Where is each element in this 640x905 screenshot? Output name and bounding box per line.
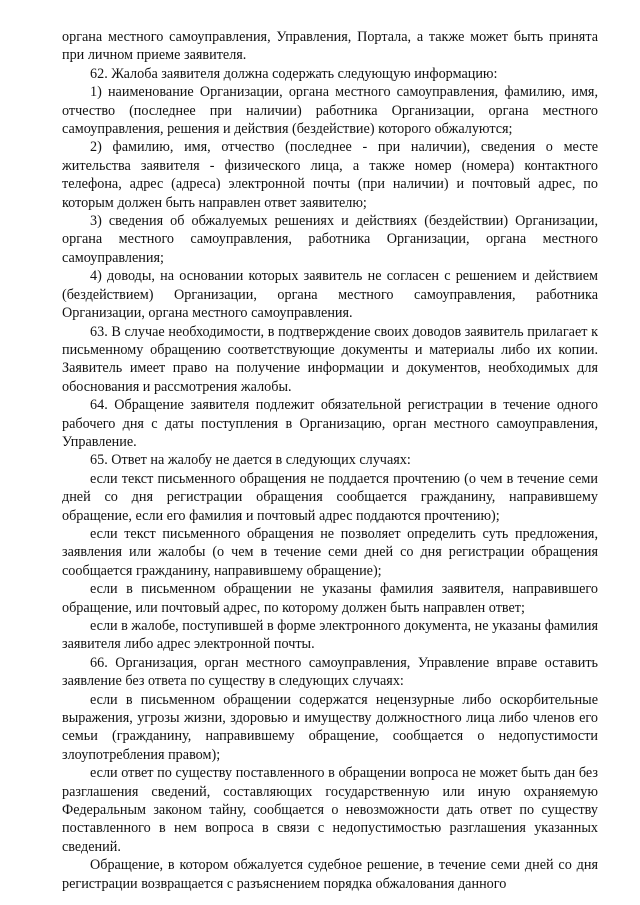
paragraph-65: 65. Ответ на жалобу не дается в следующих случаях:	[90, 452, 411, 469]
list-item-66-1: если в письменном обращении содержатся нецензурные либо оскорбительные выражения, угрозы жизни, здоровью и имуществу должностного лица либо членов его семьи (гражданину, направившему обращение, сообщается о недопустимости злоупотребления правом);	[62, 691, 598, 763]
paragraph-63: 63. В случае необходимости, в подтверждение своих доводов заявитель прилагает к письменному обращению соответствующие документы и материалы либо их копии. Заявитель имеет право на получение информации и документов, необходимых для обоснования и рассмотрения жалобы.	[62, 323, 598, 395]
list-item-65-4: если в жалобе, поступившей в форме электронного документа, не указаны фамилия заявителя либо адрес электронной почты.	[62, 618, 598, 653]
paragraph-64: 64. Обращение заявителя подлежит обязательной регистрации в течение одного рабочего дня с даты поступления в Организацию, орган местного самоуправления, Управление.	[62, 397, 598, 450]
paragraph-62: 62. Жалоба заявителя должна содержать следующую информацию:	[90, 65, 498, 82]
paragraph-66: 66. Организация, орган местного самоуправления, Управление вправе оставить заявление без ответа по существу в следующих случаях:	[62, 654, 598, 690]
list-item-66-2: если ответ по существу поставленного в обращении вопроса не может быть дан без разглашения сведений, составляющих государственную или иную охраняемую Федеральным законом тайну, сообщается о невозможности дать ответ по существу поставленного в нем вопроса в связи с недопустимостью разглашения указанных сведений.	[62, 765, 598, 855]
list-item-62-3: 3) сведения об обжалуемых решениях и действиях (бездействии) Организации, органа местного самоуправления, работника Организации, органа местного самоуправления;	[62, 213, 598, 266]
paragraph-court-decision: Обращение, в котором обжалуется судебное решение, в течение семи дней со дня регистрации возвращается с разъяснением порядка обжалования данного	[62, 857, 598, 892]
list-item-65-2: если текст письменного обращения не позволяет определить суть предложения, заявления или жалобы (о чем в течение семи дней со дня регистрации обращения сообщается гражданину, направившему обращение);	[62, 525, 598, 579]
list-item-62-2: 2) фамилию, имя, отчество (последнее - при наличии), сведения о месте жительства заявителя - физического лица, а также номер (номера) контактного телефона, адрес (адреса) электронной почты (при наличии) и почтовый адрес, по которым должен быть направлен ответ заявителю;	[62, 139, 598, 211]
list-item-65-3: если в письменном обращении не указаны фамилия заявителя, направившего обращение, или почтовый адрес, по которому должен быть направлен ответ;	[62, 581, 598, 616]
document-page	[62, 28, 598, 893]
list-item-65-1: если текст письменного обращения не поддается прочтению (о чем в течение семи дней со дня регистрации обращения сообщается гражданину, направившему обращение, если его фамилия и почтовый адрес поддаются прочтению);	[62, 470, 598, 524]
list-item-62-1: 1) наименование Организации, органа местного самоуправления, фамилию, имя, отчество (последнее при наличии) работника Организации, органа местного самоуправления, решения и действия (бездействие) которого обжалуются;	[62, 84, 598, 138]
list-item-62-4: 4) доводы, на основании которых заявитель не согласен с решением и действием (бездействием) Организации, органа местного самоуправления, работника Организации, органа местного самоуправления.	[62, 268, 598, 322]
paragraph-continuation: органа местного самоуправления, Управления, Портала, а также может быть принята при личном приеме заявителя.	[62, 29, 598, 64]
